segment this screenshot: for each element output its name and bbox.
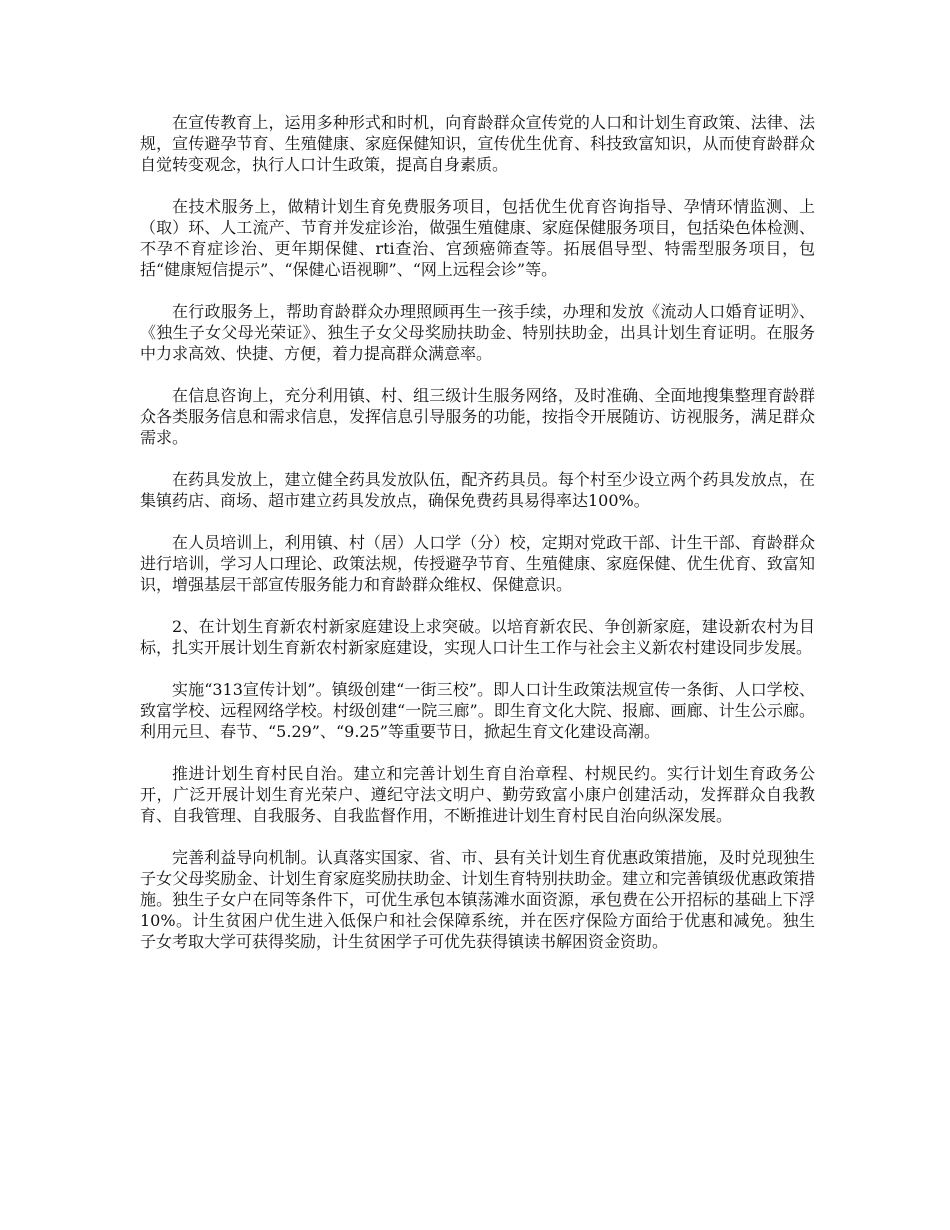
paragraph-benefit-guidance: 完善利益导向机制。认真落实国家、省、市、县有关计划生育优惠政策措施，及时兑现独生子女父母奖励金、计划生育家庭奖励扶助金、计划生育特别扶助金。建立和完善镇级优惠政策措施。独生子女户在同等条件下，可优生承包本镇荡滩水面资源，承包费在公开招标的基础上下浮10%。计生贫困户优生进入低保户和社会保障系统，并在医疗保险方面给于优惠和减免。独生子女考取大学可获得奖励，计生贫困学子可优先获得镇读书解困资金资助。 <box>140 848 815 951</box>
paragraph-personnel-training: 在人员培训上，利用镇、村（居）人口学（分）校，定期对党政干部、计生干部、育龄群众进行培训，学习人口理论、政策法规，传授避孕节育、生殖健康、家庭保健、优生优育、致富知识，增强基层干部宣传服务能力和育龄群众维权、保健意识。 <box>140 533 815 594</box>
paragraph-villager-self-governance: 推进计划生育村民自治。建立和完善计划生育自治章程、村规民约。实行计划生育政务公开，广泛开展计划生育光荣户、遵纪守法文明户、勤劳致富小康户创建活动，发挥群众自我教育、自我管理、自我服务、自我监督作用，不断推进计划生育村民自治向纵深发展。 <box>140 764 815 825</box>
paragraph-new-village-family: 2、在计划生育新农村新家庭建设上求突破。以培育新农民、争创新家庭，建设新农村为目标，扎实开展计划生育新农村新家庭建设，实现人口计生工作与社会主义新农村建设同步发展。 <box>140 617 815 657</box>
document-page <box>140 112 815 973</box>
paragraph-313-publicity-plan: 实施“313宣传计划”。镇级创建“一街三校”。即人口计生政策法规宣传一条街、人口学校、致富学校、远程网络学校。村级创建“一院三廊”。即生育文化大院、报廊、画廊、计生公示廊。利用元旦、春节、“5.29”、“9.25”等重要节日，掀起生育文化建设高潮。 <box>140 680 815 741</box>
paragraph-information-consulting: 在信息咨询上，充分利用镇、村、组三级计生服务网络，及时准确、全面地搜集整理育龄群众各类服务信息和需求信息，发挥信息引导服务的功能，按指令开展随访、访视服务，满足群众需求。 <box>140 386 815 447</box>
paragraph-contraceptive-distribution: 在药具发放上，建立健全药具发放队伍，配齐药具员。每个村至少设立两个药具发放点，在集镇药店、商场、超市建立药具发放点，确保免费药具易得率达100%。 <box>140 470 815 510</box>
paragraph-technical-service: 在技术服务上，做精计划生育免费服务项目，包括优生优育咨询指导、孕情环情监测、上（取）环、人工流产、节育并发症诊治，做强生殖健康、家庭保健服务项目，包括染色体检测、不孕不育症诊治、更年期保健、rti查治、宫颈癌筛查等。拓展倡导型、特需型服务项目，包括“健康短信提示”、“保健心语视聊”、“网上远程会诊”等。 <box>140 197 815 279</box>
paragraph-publicity-education: 在宣传教育上，运用多种形式和时机，向育龄群众宣传党的人口和计划生育政策、法律、法规，宣传避孕节育、生殖健康、家庭保健知识，宣传优生优育、科技致富知识，从而使育龄群众自觉转变观念，执行人口计生政策，提高自身素质。 <box>140 113 815 174</box>
paragraph-administrative-service: 在行政服务上，帮助育龄群众办理照顾再生一孩手续，办理和发放《流动人口婚育证明》、《独生子女父母光荣证》、独生子女父母奖励扶助金、特别扶助金，出具计划生育证明。在服务中力求高效、快捷、方便，着力提高群众满意率。 <box>140 302 815 363</box>
